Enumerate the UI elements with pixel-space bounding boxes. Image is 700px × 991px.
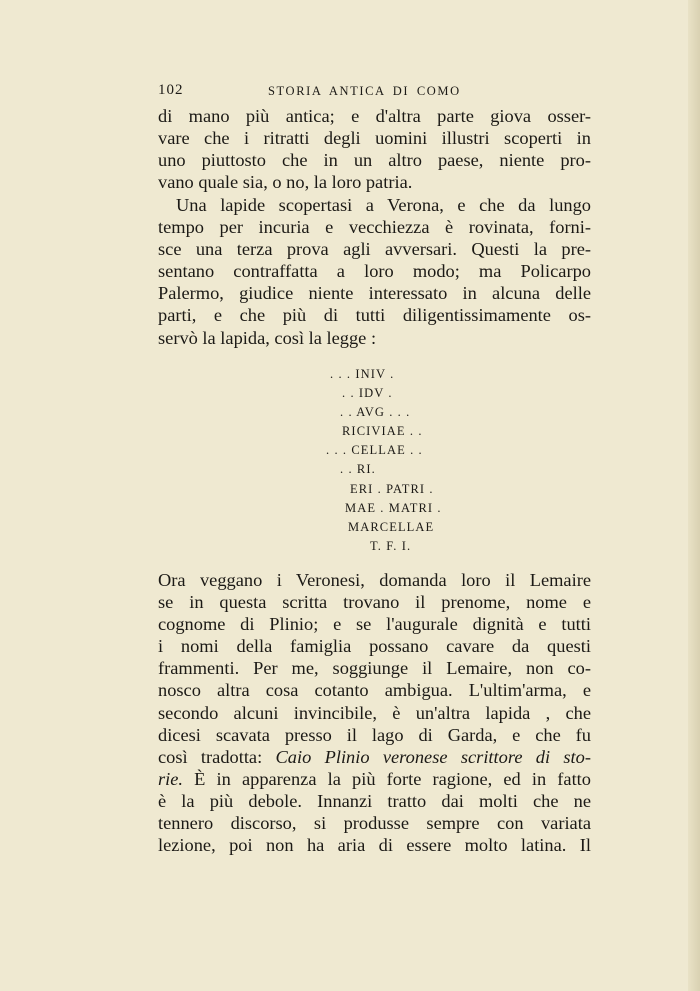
text-line-mixed <box>158 746 591 768</box>
text-line: frammenti. Per me, soggiunge il Lemaire, non co- <box>158 658 591 679</box>
page-number: 102 <box>158 82 184 98</box>
paragraph-2 <box>158 194 591 349</box>
inscription-line: MARCELLAE <box>348 520 435 534</box>
inscription-line: . . IDV . <box>342 386 393 400</box>
text-line: Ora veggano i Veronesi, domanda loro il Lemaire <box>158 570 591 590</box>
text-line: parti, e che più di tutti diligentissimamente os- <box>158 305 591 326</box>
text-line: cognome di Plinio; e se l'augurale dignità e tutti <box>158 614 591 635</box>
text-line: tennero discorso, si produsse sempre con variata <box>158 813 591 834</box>
inscription-line: . . AVG . . . <box>340 405 411 419</box>
text-line: sce una terza prova agli avversari. Questi la pre- <box>158 239 591 260</box>
text-run: È in apparenza la più forte ragione, ed in fatto <box>194 768 591 789</box>
text-line: tempo per incuria e vecchiezza è rovinata, forni- <box>158 217 591 238</box>
inscription-line: . . RI. <box>340 462 376 476</box>
paragraph-3 <box>158 569 591 856</box>
text-line-mixed <box>158 768 591 790</box>
italic-citation: Caio Plinio veronese scrittore di sto- <box>275 746 591 767</box>
text-line: di mano più antica; e d'altra parte giova osser- <box>158 106 591 126</box>
running-header <box>158 82 590 106</box>
text-run: così tradotta: <box>158 746 263 767</box>
inscription-line: ERI . PATRI . <box>350 482 434 496</box>
text-line: secondo alcuni invincibile, è un'altra lapida , che <box>158 702 591 723</box>
inscription-line: . . . CELLAE . . <box>326 443 423 457</box>
text-line: Una lapide scopertasi a Verona, e che da lungo <box>176 195 591 215</box>
inscription-line: . . . INIV . <box>330 367 395 381</box>
text-line: dicesi scavata presso il lago di Garda, e che fu <box>158 724 591 745</box>
text-line: vano quale sia, o no, la loro patria. <box>158 172 413 193</box>
text-line: è la più debole. Innanzi tratto dai molti che ne <box>158 790 591 811</box>
inscription-line: T. F. I. <box>370 539 412 553</box>
paragraph-1 <box>158 105 591 193</box>
text-line: se in questa scritta trovano il prenome, nome e <box>158 592 591 613</box>
text-line: nosco altra cosa cotanto ambigua. L'ultim'arma, e <box>158 680 591 701</box>
text-line: servò la lapida, così la legge : <box>158 327 377 348</box>
text-line: uno piuttosto che in un altro paese, niente pro- <box>158 150 591 171</box>
inscription-line: RICIVIAE . . <box>342 424 423 438</box>
text-line: i nomi della famiglia possano cavare da questi <box>158 636 591 657</box>
text-line: sentano contraffatta a loro modo; ma Policarpo <box>158 261 591 282</box>
text-line: Palermo, giudice niente interessato in alcuna delle <box>158 283 591 304</box>
text-line: lezione, poi non ha aria di essere molto latina. Il <box>158 835 591 856</box>
inscription-line: MAE . MATRI . <box>345 501 442 515</box>
running-title: STORIA ANTICA DI COMO <box>268 84 461 98</box>
italic-citation: rie. <box>158 768 184 789</box>
page-edge <box>688 0 700 991</box>
text-line: vare che i ritratti degli uomini illustri scoperti in <box>158 128 591 149</box>
